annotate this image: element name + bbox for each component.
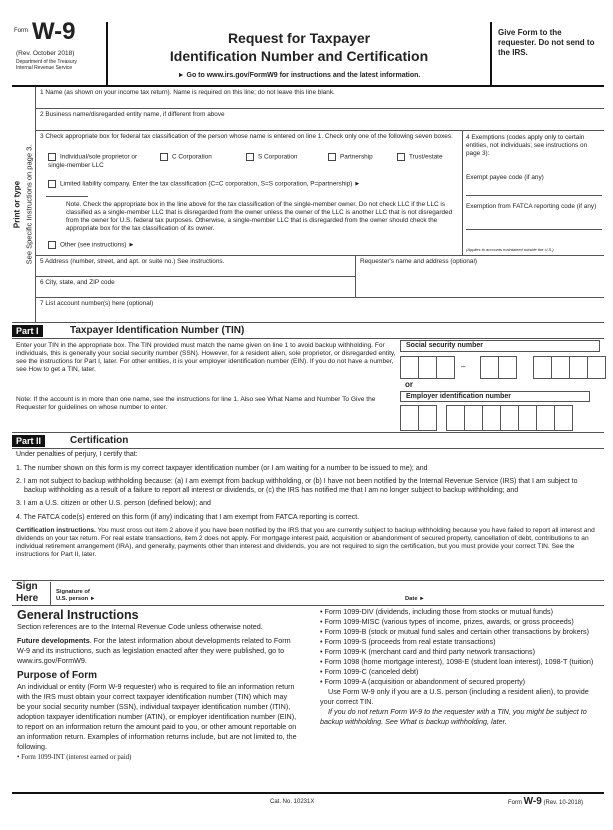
line6-label: 6 City, state, and ZIP code xyxy=(40,279,115,286)
form-1099-div: • Form 1099-DIV (dividends, including those from stocks or mutual funds) xyxy=(320,607,554,616)
digit-cell[interactable] xyxy=(518,405,537,431)
checkbox[interactable] xyxy=(397,153,405,161)
checkbox[interactable] xyxy=(48,241,56,249)
cert-item-4: 4. The FATCA code(s) entered on this form (if any) indicating that I am exempt from FATCA reporting is correct. xyxy=(16,513,360,521)
general-instructions-title: General Instructions xyxy=(17,608,139,622)
applies-note: (Applies to accounts maintained outside the U.S.) xyxy=(466,247,554,252)
give-form-note: Give Form to the requester. Do not send to the IRS. xyxy=(498,28,595,57)
form-title-2: Identification Number and Certification xyxy=(169,48,429,64)
digit-cell[interactable] xyxy=(587,356,606,379)
certification-body xyxy=(16,451,601,559)
llc-note: Note. Check the appropriate box in the line above for the tax classification of the single-member owner. Do not check LLC if the LLC is classified as a single-member LLC that is disregarded from the owner unless the owner of the LLC is another LLC that is not disregarded from the owner for U.S. federal tax purposes. Otherwise, a single-member LLC that is disregarded from the owner should check the appropriate box for the tax classification of its owner. xyxy=(66,201,453,232)
agency: Internal Revenue Service xyxy=(16,65,73,71)
exempt-payee-field[interactable] xyxy=(466,184,602,196)
part1-title: Taxpayer Identification Number (TIN) xyxy=(70,325,245,336)
digit-cell[interactable] xyxy=(498,356,517,379)
use-form-text: Use Form W-9 only if you are a U.S. person (including a resident alien), to provide your correct TIN. xyxy=(320,687,589,706)
requester-field[interactable] xyxy=(360,266,600,296)
ein-label: Employer identification number xyxy=(400,391,590,402)
cert-instructions: Certification instructions. You must cross out item 2 above if you have been notified by the IRS that you are currently subject to backup withholding because you have failed to report all interest and dividends on your tax return. For real estate transactions, item 2 does not apply. For mortgage interest paid, acquisition or abandonment of secured property, cancellation of debt, contributions to an individual retirement arrangement (IRA), and generally, payments other than interest and dividends, you are not required to sign the certification, but you must provide your correct TIN. See the instructions for Part II, later. xyxy=(16,527,595,558)
footer-form-id: Form W-9 (Rev. 10-2018) xyxy=(508,796,584,807)
digit-cell[interactable] xyxy=(418,356,437,379)
fatca-field[interactable] xyxy=(466,222,602,230)
general-instructions-col2 xyxy=(320,607,598,727)
date-field[interactable] xyxy=(432,582,600,604)
part1-tag: Part I xyxy=(12,325,43,337)
digit-cell[interactable] xyxy=(480,356,499,379)
checkbox-other[interactable]: Other (see instructions) ► xyxy=(48,241,135,250)
checkbox[interactable] xyxy=(48,180,56,188)
checkbox-partnership[interactable]: Partnership xyxy=(328,153,373,162)
checkbox[interactable] xyxy=(160,153,168,161)
catalog-number: Cat. No. 10231X xyxy=(270,799,315,805)
general-instructions-col1 xyxy=(17,608,297,761)
checkbox-s-corporation[interactable]: S Corporation xyxy=(246,153,297,162)
form-1098: • Form 1098 (home mortgage interest), 1098-E (student loan interest), 1098-T (tuition) xyxy=(320,657,594,666)
purpose-text: An individual or entity (Form W-9 requester) who is required to file an information return with the IRS must obtain your correct taxpayer identification number (TIN) which may be your social security number (SSN), individual taxpayer identification number (ITIN), adoption taxpayer identification number (ATIN), or employer identification number (EIN), to report on an information return the amount paid to you, or other amount reportable on an information return. Examples of information returns include, but are not limited to, the following. xyxy=(17,682,297,751)
cert-item-1: 1. The number shown on this form is my correct taxpayer identification number (or I am waiting for a number to be issued to me); and xyxy=(16,464,428,472)
form-title-1: Request for Taxpayer xyxy=(227,30,371,46)
checkbox-llc[interactable]: Limited liability company. Enter the tax classification (C=C corporation, S=S corporation, P=partnership) ► xyxy=(48,180,361,189)
form-1099-b: • Form 1099-B (stock or mutual fund sales and certain other transactions by brokers) xyxy=(320,627,589,636)
account-numbers-field[interactable] xyxy=(40,308,600,321)
form-1099-c: • Form 1099-C (canceled debt) xyxy=(320,667,419,676)
signature-label-1: Signature of xyxy=(56,589,90,595)
form-1099-s: • Form 1099-S (proceeds from real estate transactions) xyxy=(320,637,496,646)
ssn-label: Social security number xyxy=(400,340,600,352)
digit-cell[interactable] xyxy=(536,405,555,431)
name-field[interactable] xyxy=(40,97,600,108)
digit-cell[interactable] xyxy=(418,405,437,431)
city-field[interactable] xyxy=(40,287,352,296)
department: Department of the Treasury xyxy=(16,59,77,65)
part1-text: Enter your TIN in the appropriate box. The TIN provided must match the name given on line 1 to avoid backup withholding. For individuals, this is generally your social security number (SSN). However, for a resident alien, sole proprietor, or disregarded entity, see the instructions for Part I, later. For other entities, it is your employer identification number (EIN). If you do not have a number, see How to get a TIN, later. xyxy=(16,342,396,373)
form-name: W-9 xyxy=(32,18,76,45)
signature-label-2: U.S. person ► xyxy=(56,596,96,602)
digit-cell[interactable] xyxy=(554,405,573,431)
checkbox-individual[interactable]: Individual/sole proprietor or single-member LLC xyxy=(48,153,138,169)
digit-cell[interactable] xyxy=(569,356,588,379)
digit-cell[interactable] xyxy=(400,356,419,379)
digit-cell[interactable] xyxy=(436,356,455,379)
digit-cell[interactable] xyxy=(464,405,483,431)
digit-cell[interactable] xyxy=(446,405,465,431)
part2-tag: Part II xyxy=(12,435,45,447)
backup-withholding-note: If you do not return Form W-9 to the requester with a TIN, you might be subject to backup withholding. See What is backup withholding, later. xyxy=(320,707,587,726)
date-label: Date ► xyxy=(405,596,425,602)
digit-cell[interactable] xyxy=(551,356,570,379)
cert-item-3: 3. I am a U.S. citizen or other U.S. person (defined below); and xyxy=(16,500,211,507)
requester-label: Requester's name and address (optional) xyxy=(360,258,478,265)
checkbox[interactable] xyxy=(246,153,254,161)
exempt-payee-label: Exempt payee code (if any) xyxy=(466,174,544,181)
checkbox[interactable] xyxy=(48,153,56,161)
business-name-field[interactable] xyxy=(40,119,600,130)
checkbox[interactable] xyxy=(328,153,336,161)
here-word: Here xyxy=(16,592,39,604)
digit-cell[interactable] xyxy=(500,405,519,431)
line5-label: 5 Address (number, street, and apt. or suite no.) See instructions. xyxy=(40,258,225,265)
sign-word: Sign xyxy=(16,581,38,592)
part2-title: Certification xyxy=(70,435,129,446)
form-1099-int: • Form 1099-INT (interest earned or paid) xyxy=(17,754,132,761)
line3-label: 3 Check appropriate box for federal tax classification of the person whose name is entered on line 1. Check only one of the following seven boxes. xyxy=(40,133,453,140)
checkbox-trust-estate[interactable]: Trust/estate xyxy=(397,153,443,162)
instructions-link[interactable]: ► Go to www.irs.gov/FormW9 for instructions and the latest information. xyxy=(177,72,421,79)
signature-field[interactable] xyxy=(110,582,400,604)
form-1099-k: • Form 1099-K (merchant card and third party network transactions) xyxy=(320,647,536,656)
fatca-label: Exemption from FATCA reporting code (if any) xyxy=(466,203,597,210)
part1-note: Note: If the account is in more than one name, see the instructions for line 1. Also see What Name and Number To Give the Requester for guidelines on whose number to enter. xyxy=(16,396,376,411)
digit-cell[interactable] xyxy=(400,405,419,431)
address-field[interactable] xyxy=(40,266,352,276)
purpose-title: Purpose of Form xyxy=(17,670,98,681)
digit-cell[interactable] xyxy=(533,356,552,379)
see-instructions-label: See Specific Instructions on page 3. xyxy=(24,144,34,265)
print-or-type-label: Print or type xyxy=(12,180,22,229)
future-developments: Future developments. For the latest information about developments related to Form W-9 and its instructions, such as legislation enacted after they were published, go to www.irs.gov/FormW9. xyxy=(17,636,291,665)
revision: (Rev. October 2018) xyxy=(16,50,75,57)
form-1099-a: • Form 1099-A (acquisition or abandonment of secured property) xyxy=(320,677,526,686)
section-references: Section references are to the Internal Revenue Code unless otherwise noted. xyxy=(17,622,263,631)
cert-item-2: 2. I am not subject to backup withholding because: (a) I am exempt from backup withholding, or (b) I have not been notified by the Internal Revenue Service (IRS) that I am subject to backup withholding as a result of a failure to report all interest or dividends, or (c) the IRS has notified me that I am no longer subject to backup withholding; and xyxy=(16,478,578,494)
form-label: Form xyxy=(14,28,28,34)
line1-label: 1 Name (as shown on your income tax return). Name is required on this line; do not leave this line blank. xyxy=(40,89,335,96)
line4-label: 4 Exemptions (codes apply only to certain entities, not individuals; see instructions on page 3): xyxy=(466,134,588,157)
signature-label xyxy=(56,589,96,603)
checkbox-c-corporation[interactable]: C Corporation xyxy=(160,153,212,162)
ssn-dash: – xyxy=(461,362,466,371)
certification-intro: Under penalties of perjury, I certify that: xyxy=(16,451,138,458)
form-1099-misc: • Form 1099-MISC (various types of income, prizes, awards, or gross proceeds) xyxy=(320,617,574,626)
form-header xyxy=(12,20,602,86)
line2-label: 2 Business name/disregarded entity name, if different from above xyxy=(40,111,225,118)
or-label: or xyxy=(405,380,413,389)
digit-cell[interactable] xyxy=(482,405,501,431)
line7-label: 7 List account number(s) here (optional) xyxy=(40,300,154,307)
sign-here-label xyxy=(16,581,38,604)
